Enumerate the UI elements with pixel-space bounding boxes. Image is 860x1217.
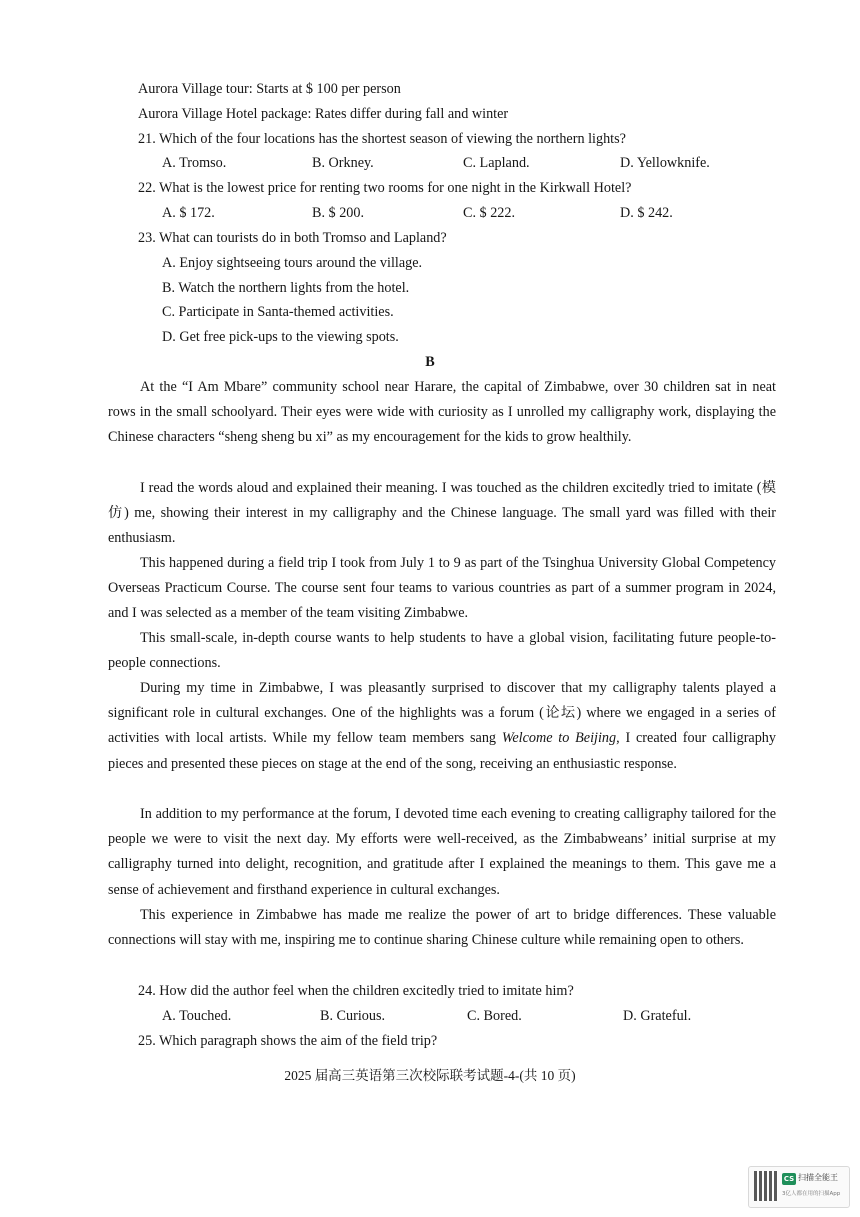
scanner-app-name: 扫描全能王 (798, 1173, 838, 1182)
option-a: A. Tromso. (162, 155, 227, 171)
hotel-package-line: Aurora Village Hotel package: Rates differ during fall and winter (138, 106, 509, 122)
question-21-options (162, 153, 762, 173)
passage-paragraph-7: This experience in Zimbabwe has made me realize the power of art to bridge differences. These valuable connections will stay with me, inspiring me to continue sharing Chinese culture while remaining open to others. (108, 907, 776, 949)
passage-paragraph-1: At the “I Am Mbare” community school near Harare, the capital of Zimbabwe, over 30 children sat in neat rows in the small schoolyard. Their eyes were wide with curiosity as I unrolled my calligraphy work, displaying the Chinese characters “sheng sheng bu xi” as my encouragement for the kids to grow healthily. (108, 379, 776, 446)
option-c: C. Lapland. (463, 155, 530, 171)
song-title: Welcome to Beijing (501, 730, 617, 747)
paragraph-5-text-a: During my time in Zimbabwe, I was pleasantly surprised to discover that my calligraphy talents played a significant role in cultural exchanges. One of the highlights was a forum (论坛) where we engaged in a series of activities with local artists. While my fellow team members sang (108, 680, 776, 747)
option-b: B. $ 200. (312, 205, 365, 221)
passage-paragraph-2: I read the words aloud and explained their meaning. I was touched as the children excitedly tried to imitate (模仿) me, showing their interest in my calligraphy and the Chinese language. The small yard was filled with their enthusiasm. (108, 480, 776, 547)
question-23-stem: 23. What can tourists do in both Tromso and Lapland? (138, 230, 447, 246)
option-c: C. Participate in Santa-themed activities. (162, 304, 394, 320)
tour-info-line: Aurora Village tour: Starts at $ 100 per person (138, 81, 401, 97)
question-22-stem: 22. What is the lowest price for renting two rooms for one night in the Kirkwall Hotel? (138, 180, 632, 196)
scanner-app-subtitle: 3亿人都在用的扫描App (782, 1191, 841, 1197)
paragraph-5-text-b: , I created four calligraphy pieces and presented these pieces on stage at the end of the song, receiving an enthusiastic response. (108, 730, 776, 772)
option-b: B. Watch the northern lights from the hotel. (162, 280, 410, 296)
camscanner-logo-icon: CS (783, 1175, 795, 1183)
option-b: B. Curious. (320, 1008, 386, 1024)
option-a: A. Touched. (162, 1008, 232, 1024)
scanner-badge (748, 1166, 850, 1208)
passage-paragraph-3: This happened during a field trip I took from July 1 to 9 as part of the Tsinghua University Global Competency Overseas Practicum Course. The course sent four teams to various countries as part of a summer program in 2024, and I was selected as a member of the team visiting Zimbabwe. (108, 555, 776, 622)
option-d: D. Yellowknife. (620, 155, 710, 171)
passage-paragraph-6: In addition to my performance at the forum, I devoted time each evening to creating calligraphy tailored for the people we were to visit the next day. My efforts were well-received, as the Zimbabweans’ initial surprise at my calligraphy turned into delight, recognition, and gratitude after I explained the meanings to them. This gave me a sense of achievement and firsthand experience in cultural exchanges. (108, 806, 776, 898)
option-c: C. $ 222. (463, 205, 516, 221)
question-24-stem: 24. How did the author feel when the children excitedly tried to imitate him? (138, 983, 574, 999)
option-a: A. Enjoy sightseeing tours around the village. (162, 255, 423, 271)
passage-paragraph-5 (108, 676, 776, 777)
question-22-options (162, 203, 762, 223)
option-a: A. $ 172. (162, 205, 215, 221)
option-d: D. Get free pick-ups to the viewing spots. (162, 329, 399, 345)
option-d: D. $ 242. (620, 205, 673, 221)
question-24-options (162, 1006, 762, 1026)
section-b-heading: B (425, 354, 435, 370)
question-21-stem: 21. Which of the four locations has the shortest season of viewing the northern lights? (138, 131, 626, 147)
question-25-stem: 25. Which paragraph shows the aim of the field trip? (138, 1033, 438, 1049)
page-footer: 2025 届高三英语第三次校际联考试题-4-(共 10 页) (284, 1068, 576, 1083)
passage-paragraph-4: This small-scale, in-depth course wants to help students to have a global vision, facilitating future people-to-people connections. (108, 630, 776, 672)
option-c: C. Bored. (467, 1008, 522, 1024)
option-b: B. Orkney. (312, 155, 374, 171)
qr-code-icon (754, 1171, 778, 1201)
option-d: D. Grateful. (623, 1008, 692, 1024)
